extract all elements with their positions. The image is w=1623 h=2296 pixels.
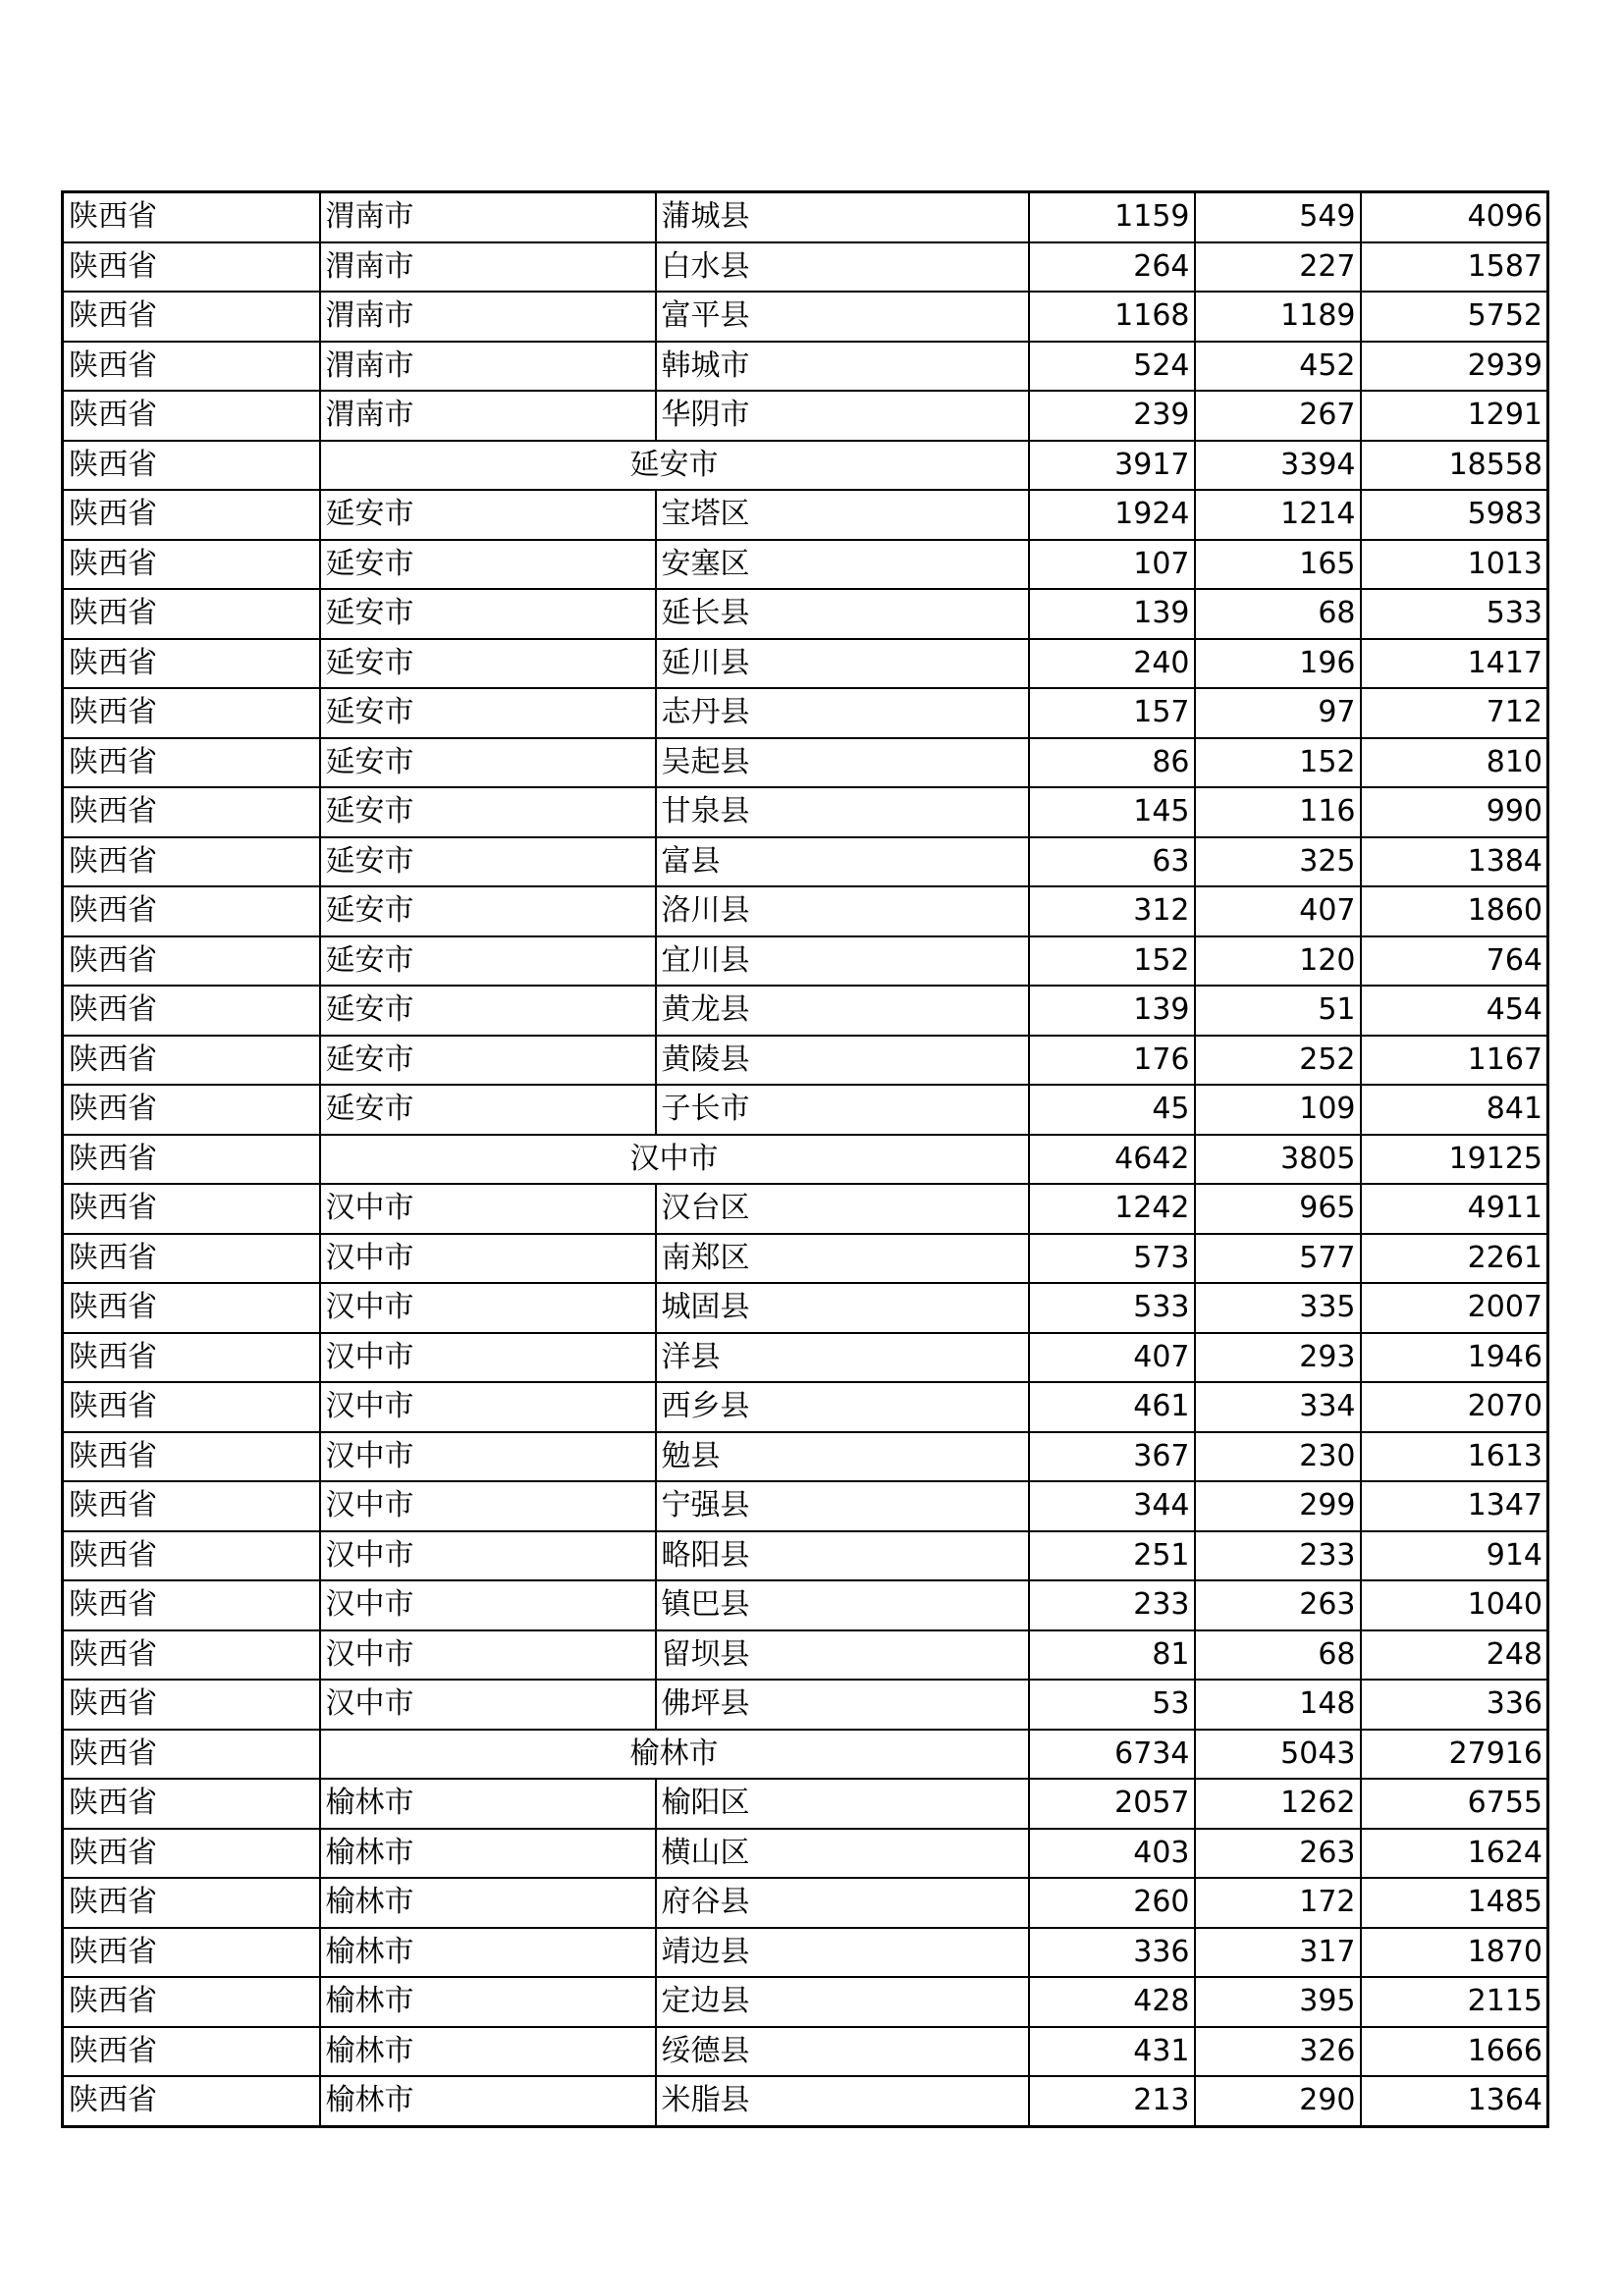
province-cell: 陕西省 xyxy=(63,837,320,887)
table-row xyxy=(63,1481,1548,1531)
city-cell: 延安市 xyxy=(320,986,656,1036)
city-cell: 渭南市 xyxy=(320,342,656,392)
province-cell: 陕西省 xyxy=(63,192,320,242)
city-cell: 汉中市 xyxy=(320,1481,656,1531)
table-row xyxy=(63,1878,1548,1928)
value-cell-1: 107 xyxy=(1029,540,1195,590)
value-cell-3: 27916 xyxy=(1361,1730,1548,1780)
city-cell: 延安市 xyxy=(320,639,656,689)
county-cell: 府谷县 xyxy=(656,1878,1029,1928)
value-cell-2: 148 xyxy=(1195,1680,1361,1730)
county-cell: 子长市 xyxy=(656,1085,1029,1135)
table-row xyxy=(63,1580,1548,1630)
value-cell-3: 5752 xyxy=(1361,292,1548,342)
city-cell: 榆林市 xyxy=(320,1779,656,1829)
city-cell: 延安市 xyxy=(320,738,656,788)
county-cell: 黄陵县 xyxy=(656,1036,1029,1086)
value-cell-3: 4096 xyxy=(1361,192,1548,242)
value-cell-1: 4642 xyxy=(1029,1135,1195,1185)
table-row-city-subtotal xyxy=(63,441,1548,491)
province-cell: 陕西省 xyxy=(63,1829,320,1879)
table-row xyxy=(63,1382,1548,1432)
value-cell-1: 260 xyxy=(1029,1878,1195,1928)
province-cell: 陕西省 xyxy=(63,1333,320,1383)
value-cell-3: 1347 xyxy=(1361,1481,1548,1531)
table-row xyxy=(63,1928,1548,1978)
county-cell: 安塞区 xyxy=(656,540,1029,590)
county-cell: 吴起县 xyxy=(656,738,1029,788)
province-cell: 陕西省 xyxy=(63,1730,320,1780)
county-cell: 镇巴县 xyxy=(656,1580,1029,1630)
value-cell-1: 524 xyxy=(1029,342,1195,392)
province-cell: 陕西省 xyxy=(63,1432,320,1482)
province-cell: 陕西省 xyxy=(63,1481,320,1531)
value-cell-3: 2070 xyxy=(1361,1382,1548,1432)
value-cell-1: 573 xyxy=(1029,1234,1195,1284)
table-row-city-subtotal xyxy=(63,1730,1548,1780)
city-cell: 渭南市 xyxy=(320,292,656,342)
table-row xyxy=(63,540,1548,590)
table-row xyxy=(63,1630,1548,1681)
county-cell: 留坝县 xyxy=(656,1630,1029,1681)
value-cell-2: 51 xyxy=(1195,986,1361,1036)
county-cell: 定边县 xyxy=(656,1977,1029,2027)
value-cell-1: 407 xyxy=(1029,1333,1195,1383)
province-cell: 陕西省 xyxy=(63,1382,320,1432)
value-cell-1: 1242 xyxy=(1029,1184,1195,1234)
value-cell-1: 1168 xyxy=(1029,292,1195,342)
city-cell: 汉中市 xyxy=(320,1333,656,1383)
province-cell: 陕西省 xyxy=(63,886,320,936)
county-cell: 甘泉县 xyxy=(656,787,1029,837)
table-row xyxy=(63,342,1548,392)
value-cell-2: 233 xyxy=(1195,1531,1361,1581)
province-cell: 陕西省 xyxy=(63,2027,320,2077)
province-cell: 陕西省 xyxy=(63,688,320,738)
value-cell-3: 2115 xyxy=(1361,1977,1548,2027)
table-row xyxy=(63,242,1548,293)
province-cell: 陕西省 xyxy=(63,1580,320,1630)
province-cell: 陕西省 xyxy=(63,1928,320,1978)
value-cell-3: 810 xyxy=(1361,738,1548,788)
table-row xyxy=(63,1432,1548,1482)
value-cell-2: 1214 xyxy=(1195,490,1361,540)
table-row xyxy=(63,1234,1548,1284)
province-cell: 陕西省 xyxy=(63,490,320,540)
value-cell-1: 239 xyxy=(1029,391,1195,441)
table-row xyxy=(63,1036,1548,1086)
city-cell: 延安市 xyxy=(320,688,656,738)
city-cell: 榆林市 xyxy=(320,2027,656,2077)
table-row xyxy=(63,837,1548,887)
city-cell: 汉中市 xyxy=(320,1680,656,1730)
province-cell: 陕西省 xyxy=(63,292,320,342)
city-subtotal-name-cell: 延安市 xyxy=(320,441,1029,491)
value-cell-3: 841 xyxy=(1361,1085,1548,1135)
value-cell-2: 317 xyxy=(1195,1928,1361,1978)
county-cell: 延川县 xyxy=(656,639,1029,689)
county-cell: 米脂县 xyxy=(656,2076,1029,2126)
value-cell-2: 395 xyxy=(1195,1977,1361,2027)
value-cell-3: 1624 xyxy=(1361,1829,1548,1879)
table-row xyxy=(63,688,1548,738)
county-cell: 西乡县 xyxy=(656,1382,1029,1432)
county-cell: 延长县 xyxy=(656,589,1029,639)
value-cell-3: 1666 xyxy=(1361,2027,1548,2077)
table-row xyxy=(63,1531,1548,1581)
value-cell-2: 335 xyxy=(1195,1283,1361,1333)
value-cell-1: 152 xyxy=(1029,936,1195,987)
value-cell-2: 334 xyxy=(1195,1382,1361,1432)
value-cell-3: 914 xyxy=(1361,1531,1548,1581)
city-cell: 延安市 xyxy=(320,936,656,987)
value-cell-1: 403 xyxy=(1029,1829,1195,1879)
value-cell-2: 1262 xyxy=(1195,1779,1361,1829)
value-cell-2: 165 xyxy=(1195,540,1361,590)
value-cell-1: 53 xyxy=(1029,1680,1195,1730)
value-cell-3: 990 xyxy=(1361,787,1548,837)
value-cell-2: 325 xyxy=(1195,837,1361,887)
value-cell-3: 1485 xyxy=(1361,1878,1548,1928)
value-cell-2: 3394 xyxy=(1195,441,1361,491)
value-cell-3: 336 xyxy=(1361,1680,1548,1730)
value-cell-1: 157 xyxy=(1029,688,1195,738)
province-cell: 陕西省 xyxy=(63,391,320,441)
city-cell: 延安市 xyxy=(320,787,656,837)
value-cell-1: 428 xyxy=(1029,1977,1195,2027)
table-row xyxy=(63,1085,1548,1135)
county-cell: 横山区 xyxy=(656,1829,1029,1879)
value-cell-3: 1364 xyxy=(1361,2076,1548,2126)
value-cell-1: 63 xyxy=(1029,837,1195,887)
province-cell: 陕西省 xyxy=(63,1184,320,1234)
value-cell-1: 336 xyxy=(1029,1928,1195,1978)
value-cell-3: 764 xyxy=(1361,936,1548,987)
value-cell-1: 6734 xyxy=(1029,1730,1195,1780)
value-cell-2: 5043 xyxy=(1195,1730,1361,1780)
city-cell: 延安市 xyxy=(320,1085,656,1135)
value-cell-2: 263 xyxy=(1195,1580,1361,1630)
city-cell: 渭南市 xyxy=(320,391,656,441)
province-cell: 陕西省 xyxy=(63,787,320,837)
province-cell: 陕西省 xyxy=(63,936,320,987)
county-cell: 志丹县 xyxy=(656,688,1029,738)
value-cell-3: 1384 xyxy=(1361,837,1548,887)
value-cell-1: 533 xyxy=(1029,1283,1195,1333)
value-cell-1: 367 xyxy=(1029,1432,1195,1482)
table-row-city-subtotal xyxy=(63,1135,1548,1185)
province-cell: 陕西省 xyxy=(63,986,320,1036)
value-cell-2: 1189 xyxy=(1195,292,1361,342)
value-cell-1: 213 xyxy=(1029,2076,1195,2126)
value-cell-3: 533 xyxy=(1361,589,1548,639)
value-cell-1: 251 xyxy=(1029,1531,1195,1581)
city-cell: 延安市 xyxy=(320,589,656,639)
county-cell: 黄龙县 xyxy=(656,986,1029,1036)
province-cell: 陕西省 xyxy=(63,1779,320,1829)
table-row xyxy=(63,1283,1548,1333)
data-table xyxy=(61,190,1549,2128)
county-cell: 富县 xyxy=(656,837,1029,887)
table-row xyxy=(63,1829,1548,1879)
value-cell-3: 4911 xyxy=(1361,1184,1548,1234)
value-cell-3: 1946 xyxy=(1361,1333,1548,1383)
value-cell-3: 2261 xyxy=(1361,1234,1548,1284)
value-cell-3: 2939 xyxy=(1361,342,1548,392)
city-subtotal-name-cell: 榆林市 xyxy=(320,1730,1029,1780)
value-cell-2: 452 xyxy=(1195,342,1361,392)
province-cell: 陕西省 xyxy=(63,1680,320,1730)
province-cell: 陕西省 xyxy=(63,1977,320,2027)
city-cell: 汉中市 xyxy=(320,1630,656,1681)
table-row xyxy=(63,1977,1548,2027)
value-cell-1: 139 xyxy=(1029,589,1195,639)
table-row xyxy=(63,738,1548,788)
city-cell: 汉中市 xyxy=(320,1580,656,1630)
county-cell: 富平县 xyxy=(656,292,1029,342)
value-cell-1: 145 xyxy=(1029,787,1195,837)
value-cell-2: 227 xyxy=(1195,242,1361,293)
value-cell-1: 264 xyxy=(1029,242,1195,293)
county-cell: 洋县 xyxy=(656,1333,1029,1383)
value-cell-2: 172 xyxy=(1195,1878,1361,1928)
value-cell-1: 81 xyxy=(1029,1630,1195,1681)
table-row xyxy=(63,886,1548,936)
city-subtotal-name-cell: 汉中市 xyxy=(320,1135,1029,1185)
city-cell: 汉中市 xyxy=(320,1283,656,1333)
province-cell: 陕西省 xyxy=(63,1283,320,1333)
city-cell: 延安市 xyxy=(320,490,656,540)
county-cell: 宜川县 xyxy=(656,936,1029,987)
value-cell-1: 233 xyxy=(1029,1580,1195,1630)
value-cell-1: 1924 xyxy=(1029,490,1195,540)
table-row xyxy=(63,1680,1548,1730)
value-cell-3: 454 xyxy=(1361,986,1548,1036)
city-cell: 榆林市 xyxy=(320,1928,656,1978)
city-cell: 延安市 xyxy=(320,886,656,936)
table-row xyxy=(63,2076,1548,2126)
city-cell: 延安市 xyxy=(320,1036,656,1086)
province-cell: 陕西省 xyxy=(63,738,320,788)
county-cell: 绥德县 xyxy=(656,2027,1029,2077)
value-cell-3: 5983 xyxy=(1361,490,1548,540)
value-cell-1: 45 xyxy=(1029,1085,1195,1135)
city-cell: 汉中市 xyxy=(320,1432,656,1482)
value-cell-2: 68 xyxy=(1195,1630,1361,1681)
table-row xyxy=(63,936,1548,987)
value-cell-1: 240 xyxy=(1029,639,1195,689)
value-cell-1: 2057 xyxy=(1029,1779,1195,1829)
city-cell: 延安市 xyxy=(320,540,656,590)
value-cell-2: 965 xyxy=(1195,1184,1361,1234)
value-cell-1: 461 xyxy=(1029,1382,1195,1432)
value-cell-1: 139 xyxy=(1029,986,1195,1036)
value-cell-1: 312 xyxy=(1029,886,1195,936)
county-cell: 宁强县 xyxy=(656,1481,1029,1531)
value-cell-3: 6755 xyxy=(1361,1779,1548,1829)
value-cell-1: 431 xyxy=(1029,2027,1195,2077)
province-cell: 陕西省 xyxy=(63,540,320,590)
city-cell: 延安市 xyxy=(320,837,656,887)
city-cell: 榆林市 xyxy=(320,2076,656,2126)
county-cell: 靖边县 xyxy=(656,1928,1029,1978)
value-cell-2: 196 xyxy=(1195,639,1361,689)
table-row xyxy=(63,1333,1548,1383)
value-cell-2: 97 xyxy=(1195,688,1361,738)
value-cell-2: 293 xyxy=(1195,1333,1361,1383)
value-cell-2: 120 xyxy=(1195,936,1361,987)
county-cell: 宝塔区 xyxy=(656,490,1029,540)
city-cell: 榆林市 xyxy=(320,1977,656,2027)
value-cell-1: 3917 xyxy=(1029,441,1195,491)
value-cell-2: 230 xyxy=(1195,1432,1361,1482)
city-cell: 汉中市 xyxy=(320,1184,656,1234)
province-cell: 陕西省 xyxy=(63,639,320,689)
value-cell-3: 18558 xyxy=(1361,441,1548,491)
value-cell-3: 19125 xyxy=(1361,1135,1548,1185)
value-cell-1: 86 xyxy=(1029,738,1195,788)
province-cell: 陕西省 xyxy=(63,1878,320,1928)
province-cell: 陕西省 xyxy=(63,1036,320,1086)
value-cell-2: 152 xyxy=(1195,738,1361,788)
city-cell: 汉中市 xyxy=(320,1531,656,1581)
value-cell-3: 1613 xyxy=(1361,1432,1548,1482)
county-cell: 洛川县 xyxy=(656,886,1029,936)
value-cell-2: 299 xyxy=(1195,1481,1361,1531)
province-cell: 陕西省 xyxy=(63,441,320,491)
table-row xyxy=(63,639,1548,689)
county-cell: 勉县 xyxy=(656,1432,1029,1482)
province-cell: 陕西省 xyxy=(63,1531,320,1581)
table-row xyxy=(63,1184,1548,1234)
table-body xyxy=(63,192,1548,2127)
province-cell: 陕西省 xyxy=(63,1085,320,1135)
value-cell-2: 116 xyxy=(1195,787,1361,837)
county-cell: 白水县 xyxy=(656,242,1029,293)
value-cell-1: 344 xyxy=(1029,1481,1195,1531)
county-cell: 韩城市 xyxy=(656,342,1029,392)
city-cell: 榆林市 xyxy=(320,1829,656,1879)
province-cell: 陕西省 xyxy=(63,1630,320,1681)
province-cell: 陕西省 xyxy=(63,342,320,392)
table-row xyxy=(63,1779,1548,1829)
value-cell-3: 1417 xyxy=(1361,639,1548,689)
city-cell: 渭南市 xyxy=(320,242,656,293)
province-cell: 陕西省 xyxy=(63,589,320,639)
value-cell-2: 577 xyxy=(1195,1234,1361,1284)
value-cell-2: 549 xyxy=(1195,192,1361,242)
table-row xyxy=(63,986,1548,1036)
value-cell-3: 1291 xyxy=(1361,391,1548,441)
county-cell: 汉台区 xyxy=(656,1184,1029,1234)
province-cell: 陕西省 xyxy=(63,2076,320,2126)
table-row xyxy=(63,192,1548,242)
county-cell: 城固县 xyxy=(656,1283,1029,1333)
value-cell-3: 248 xyxy=(1361,1630,1548,1681)
city-cell: 汉中市 xyxy=(320,1234,656,1284)
table-row xyxy=(63,2027,1548,2077)
table-row xyxy=(63,292,1548,342)
county-cell: 蒲城县 xyxy=(656,192,1029,242)
county-cell: 华阴市 xyxy=(656,391,1029,441)
city-cell: 渭南市 xyxy=(320,192,656,242)
county-cell: 榆阳区 xyxy=(656,1779,1029,1829)
value-cell-2: 263 xyxy=(1195,1829,1361,1879)
table-row xyxy=(63,391,1548,441)
value-cell-2: 3805 xyxy=(1195,1135,1361,1185)
county-cell: 略阳县 xyxy=(656,1531,1029,1581)
table-row xyxy=(63,589,1548,639)
value-cell-3: 1167 xyxy=(1361,1036,1548,1086)
value-cell-2: 267 xyxy=(1195,391,1361,441)
value-cell-2: 326 xyxy=(1195,2027,1361,2077)
value-cell-2: 407 xyxy=(1195,886,1361,936)
value-cell-1: 176 xyxy=(1029,1036,1195,1086)
value-cell-2: 290 xyxy=(1195,2076,1361,2126)
city-cell: 汉中市 xyxy=(320,1382,656,1432)
table-row xyxy=(63,787,1548,837)
city-cell: 榆林市 xyxy=(320,1878,656,1928)
value-cell-2: 109 xyxy=(1195,1085,1361,1135)
value-cell-2: 68 xyxy=(1195,589,1361,639)
province-cell: 陕西省 xyxy=(63,242,320,293)
value-cell-3: 1860 xyxy=(1361,886,1548,936)
value-cell-2: 252 xyxy=(1195,1036,1361,1086)
value-cell-3: 1870 xyxy=(1361,1928,1548,1978)
value-cell-3: 2007 xyxy=(1361,1283,1548,1333)
county-cell: 佛坪县 xyxy=(656,1680,1029,1730)
province-cell: 陕西省 xyxy=(63,1135,320,1185)
value-cell-3: 712 xyxy=(1361,688,1548,738)
value-cell-3: 1040 xyxy=(1361,1580,1548,1630)
province-cell: 陕西省 xyxy=(63,1234,320,1284)
value-cell-3: 1013 xyxy=(1361,540,1548,590)
county-cell: 南郑区 xyxy=(656,1234,1029,1284)
value-cell-1: 1159 xyxy=(1029,192,1195,242)
table-row xyxy=(63,490,1548,540)
value-cell-3: 1587 xyxy=(1361,242,1548,293)
